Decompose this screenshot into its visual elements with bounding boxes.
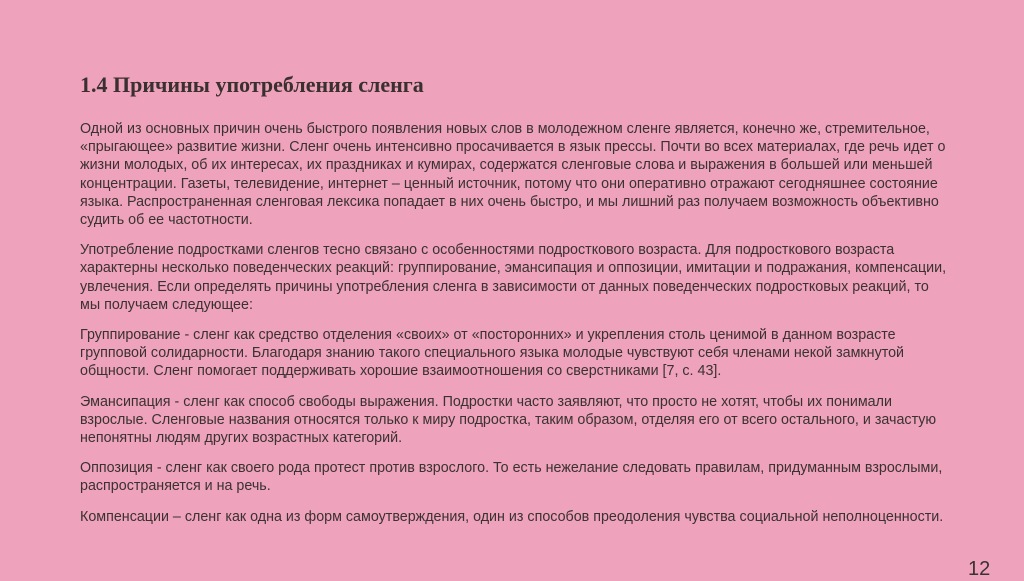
- paragraph-grouping: Группирование - сленг как средство отделения «своих» от «посторонних» и укрепления столь ценимой в данном возрасте групповой солидарности. Благодаря знанию такого специального языка молодые чувствуют себя членами некой замкнутой общности. Сленг помогает поддерживать хорошие взаимоотношения со сверстниками [7, с. 43].: [80, 327, 905, 380]
- paragraph-intro: Одной из основных причин очень быстрого появления новых слов в молодежном сленге является, конечно же, стремительное, «прыгающее» развитие жизни. Сленг очень интенсивно просачивается в язык прессы. Почти во всех материалах, где речь идет о жизни молодых, об их интересах, их праздниках и кумирах, содержатся сленговые слова и выражения в большей или меньшей концентрации. Газеты, телевидение, интернет – ценный источник, потому что они оперативно отражают сегодняшнее состояние языка. Распространенная сленговая лексика попадает в них очень быстро, и мы лишний раз получаем возможность объективно судить об ее частотности.: [80, 121, 946, 229]
- slide-title: 1.4 Причины употребления сленга: [80, 72, 424, 97]
- paragraph-emancipation: Эмансипация - сленг как способ свободы выражения. Подростки часто заявляют, что просто не хотят, чтобы их понимали взрослые. Сленговые названия относятся только к миру подростка, таким образом, отделяя его от всего остального, и зачастую непонятны людям других возрастных категорий.: [80, 393, 937, 447]
- slide-body: [80, 120, 950, 538]
- paragraph-teen-age: Употребление подростками сленгов тесно связано с особенностями подросткового возраста. Для подросткового возраста характерны несколько поведенческих реакций: группирование, эмансипация и оппозиции, имитации и подражания, компенсации, увлечения. Если определять причины употребления сленга в зависимости от данных поведенческих подростковых реакций, то мы получаем следующее:: [80, 242, 947, 313]
- page-number: 12: [968, 558, 991, 580]
- paragraph-compensation: Компенсации – сленг как одна из форм самоутверждения, один из способов преодоления чувства социальной неполноценности.: [80, 508, 944, 525]
- paragraph-opposition: Оппозиция - сленг как своего рода протест против взрослого. То есть нежелание следовать правилам, придуманным взрослыми, распространяется и на речь.: [80, 460, 943, 495]
